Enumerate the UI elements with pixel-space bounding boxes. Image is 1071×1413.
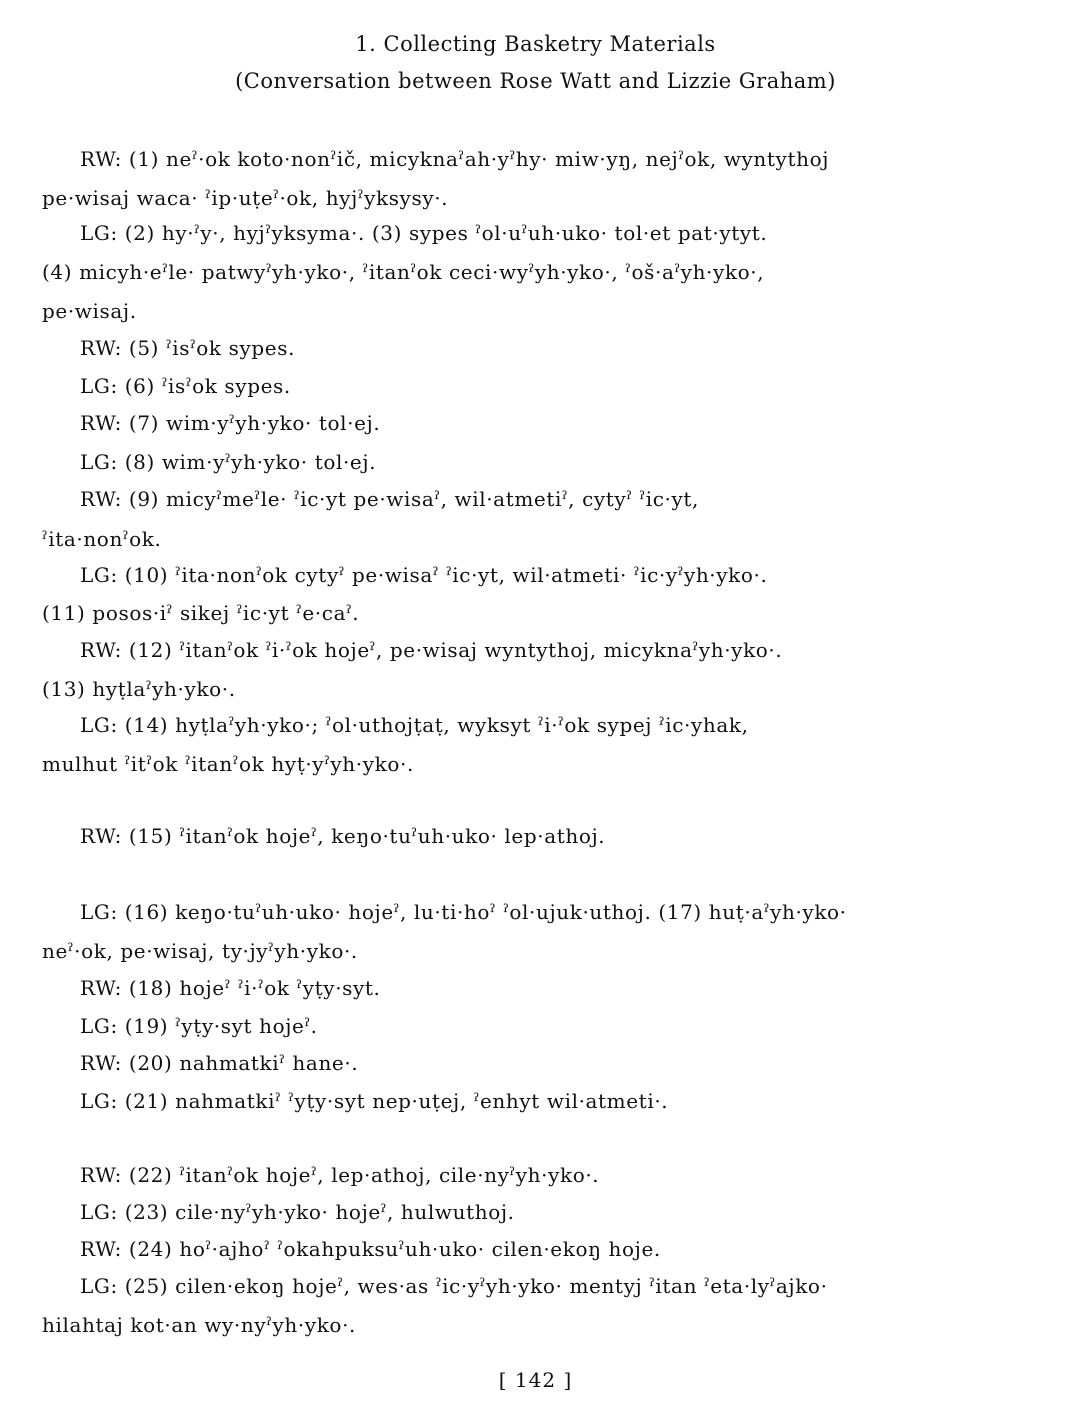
text-line: RW: (7) wim·yˀyh·yko· tol·ej. bbox=[80, 411, 381, 435]
text-line: RW: (24) hoˀ·ajhoˀ ˀokahpuksuˀuh·uko· cilen·ekoŋ hoje. bbox=[80, 1237, 661, 1261]
text-line: LG: (8) wim·yˀyh·yko· tol·ej. bbox=[80, 450, 377, 474]
text-line: RW: (5) ˀisˀok sypes. bbox=[80, 336, 296, 360]
text-line: RW: (1) neˀ·ok koto·nonˀič, micyknaˀah·yˀhy· miw·yŋ, nejˀok, wyntythoj bbox=[80, 147, 830, 171]
text-line: pe·wisaj. bbox=[42, 299, 137, 323]
text-line: ˀita·nonˀok. bbox=[42, 527, 162, 551]
text-line: RW: (9) micyˀmeˀle· ˀic·yt pe·wisaˀ, wil·atmetiˀ, cytyˀ ˀic·yt, bbox=[80, 487, 699, 511]
text-line: LG: (16) keŋo·tuˀuh·uko· hojeˀ, lu·ti·hoˀ ˀol·ujuk·uthoj. (17) huṭ·aˀyh·yko· bbox=[80, 900, 847, 924]
text-line: (11) posos·iˀ sikej ˀic·yt ˀe·caˀ. bbox=[42, 601, 360, 625]
text-line: RW: (15) ˀitanˀok hojeˀ, keŋo·tuˀuh·uko· lep·athoj. bbox=[80, 824, 606, 848]
text-line: LG: (21) nahmatkiˀ ˀyṭy·syt nep·uṭej, ˀenhyt wil·atmeti·. bbox=[80, 1089, 669, 1113]
text-line: RW: (20) nahmatkiˀ hane·. bbox=[80, 1051, 359, 1075]
text-line: LG: (19) ˀyṭy·syt hojeˀ. bbox=[80, 1014, 318, 1038]
text-line: (4) micyh·eˀle· patwyˀyh·yko·, ˀitanˀok ceci·wyˀyh·yko·, ˀoš·aˀyh·yko·, bbox=[42, 260, 765, 284]
text-line: pe·wisaj waca· ˀip·uṭeˀ·ok, hyjˀyksysy·. bbox=[42, 186, 449, 210]
text-line: mulhut ˀitˀok ˀitanˀok hyṭ·yˀyh·yko·. bbox=[42, 752, 414, 776]
document-subtitle: (Conversation between Rose Watt and Lizzie Graham) bbox=[235, 69, 836, 93]
text-line: (13) hyṭlaˀyh·yko·. bbox=[42, 677, 236, 701]
text-line: LG: (10) ˀita·nonˀok cytyˀ pe·wisaˀ ˀic·yt, wil·atmeti· ˀic·yˀyh·yko·. bbox=[80, 563, 768, 587]
text-line: hilahtaj kot·an wy·nyˀyh·yko·. bbox=[42, 1313, 356, 1337]
text-line: RW: (22) ˀitanˀok hojeˀ, lep·athoj, cile·nyˀyh·yko·. bbox=[80, 1163, 600, 1187]
text-line: LG: (6) ˀisˀok sypes. bbox=[80, 374, 291, 398]
page-number: [ 142 ] bbox=[498, 1368, 573, 1392]
text-line: RW: (12) ˀitanˀok ˀi·ˀok hojeˀ, pe·wisaj wyntythoj, micyknaˀyh·yko·. bbox=[80, 638, 783, 662]
text-line: LG: (2) hy·ˀy·, hyjˀyksyma·. (3) sypes ˀol·uˀuh·uko· tol·et pat·ytyt. bbox=[80, 221, 768, 245]
text-line: neˀ·ok, pe·wisaj, ty·jyˀyh·yko·. bbox=[42, 939, 358, 963]
text-line: LG: (14) hyṭlaˀyh·yko·; ˀol·uthojṭaṭ, wyksyt ˀi·ˀok sypej ˀic·yhak, bbox=[80, 713, 749, 737]
text-line: RW: (18) hojeˀ ˀi·ˀok ˀyṭy·syt. bbox=[80, 976, 381, 1000]
text-line: LG: (23) cile·nyˀyh·yko· hojeˀ, hulwuthoj. bbox=[80, 1200, 515, 1224]
document-title: 1. Collecting Basketry Materials bbox=[355, 32, 716, 56]
text-line: LG: (25) cilen·ekoŋ hojeˀ, wes·as ˀic·yˀyh·yko· mentyj ˀitan ˀeta·lyˀajko· bbox=[80, 1274, 828, 1298]
